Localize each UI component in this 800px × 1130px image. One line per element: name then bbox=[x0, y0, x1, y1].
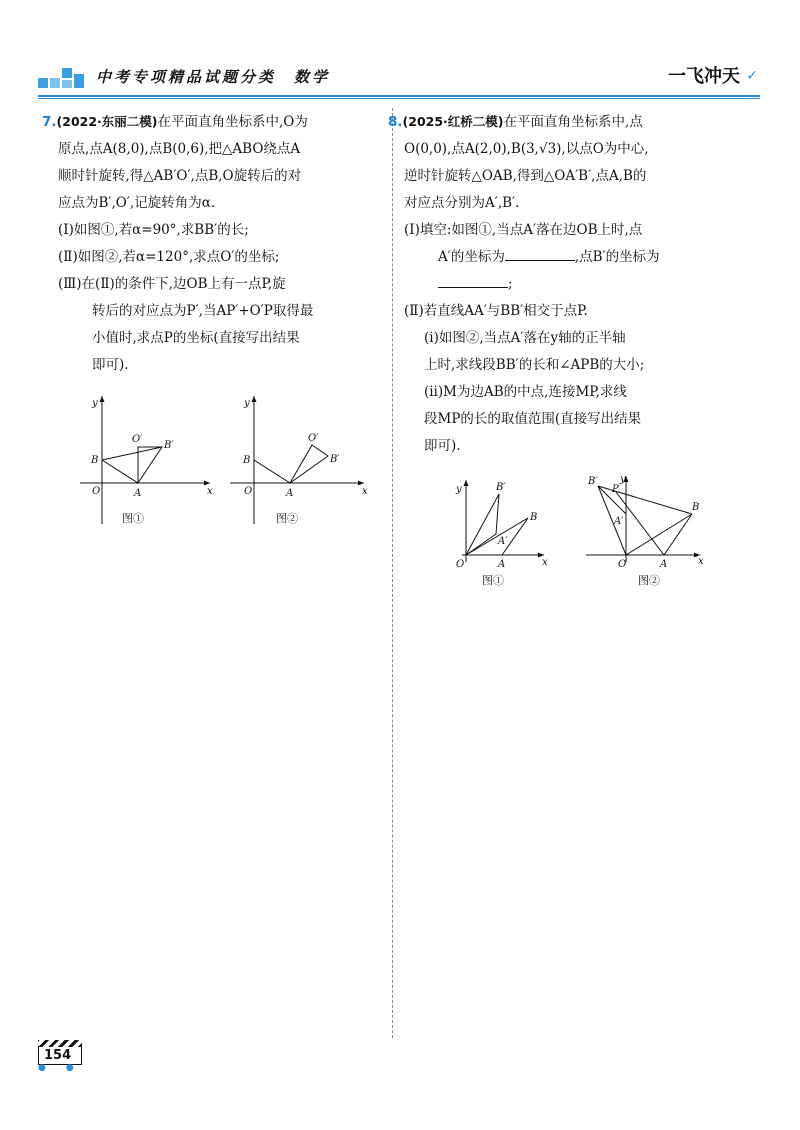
q7-figure-1-svg bbox=[72, 390, 222, 530]
q7-figure-2-caption: 图② bbox=[276, 512, 298, 525]
q8-stem-line-2: O(0,0),点A(2,0),B(3,√3),以点O为中心, bbox=[404, 141, 649, 157]
segment-BBp bbox=[102, 447, 162, 460]
q8-part-1-line-1: (Ⅰ)填空:如图①,当点A′落在边OB上时,点 bbox=[404, 222, 643, 238]
label-Ap: A′ bbox=[614, 516, 624, 527]
label-y: y bbox=[244, 398, 250, 409]
label-O: O bbox=[244, 486, 253, 497]
label-B: B bbox=[243, 455, 251, 466]
q8-part-1-cont bbox=[404, 244, 744, 298]
label-O: O bbox=[618, 559, 627, 570]
q8-figure-1-caption: 图① bbox=[482, 574, 504, 587]
q8-stem-line-3: 逆时针旋转△OAB,得到△OA′B′,点A,B的 bbox=[404, 168, 647, 184]
q7-source: (2022·东丽二模) bbox=[56, 114, 158, 129]
triangle-OApBp bbox=[466, 494, 499, 555]
q8-part-1-line-4: ; bbox=[508, 276, 513, 292]
label-y: y bbox=[92, 398, 98, 409]
label-A: A bbox=[660, 559, 668, 570]
label-P: P bbox=[612, 484, 619, 495]
q8-part-1-line-3: ,点B′的坐标为 bbox=[574, 249, 660, 265]
answer-blank-Ap[interactable] bbox=[505, 246, 575, 261]
q7-figure-2 bbox=[224, 390, 374, 530]
header-rule-thin bbox=[38, 98, 760, 99]
q8-part-1 bbox=[404, 217, 744, 244]
brand-check-icon: ✓ bbox=[746, 68, 758, 84]
q8-part-1-line-2: A′的坐标为 bbox=[438, 249, 505, 265]
label-x: x bbox=[698, 556, 704, 567]
q8-part-2i bbox=[404, 325, 744, 379]
label-Bp: B′ bbox=[164, 440, 174, 451]
q8-part-2: (Ⅱ)若直线AA′与BB′相交于点P. bbox=[404, 303, 588, 319]
triangle-ABO bbox=[102, 460, 138, 483]
label-y: y bbox=[620, 474, 626, 485]
triangle-ABO bbox=[254, 460, 290, 483]
q7-part-3-cont bbox=[58, 298, 388, 379]
question-7 bbox=[42, 108, 388, 379]
label-Bp: B′ bbox=[496, 482, 506, 493]
label-Ap: A′ bbox=[498, 536, 508, 547]
q8-source: (2025·红桥二模) bbox=[402, 114, 504, 129]
header-rule bbox=[38, 95, 760, 97]
q8-figure-2-caption: 图② bbox=[638, 574, 660, 587]
triangle-ABpOp bbox=[290, 445, 328, 483]
label-x: x bbox=[207, 486, 213, 497]
page-number-badge bbox=[38, 1040, 84, 1073]
q8-figure-1 bbox=[446, 472, 556, 592]
q7-stem-line-3: 顺时针旋转,得△AB′O′,点B,O旋转后的对 bbox=[58, 168, 302, 184]
q7-stem bbox=[42, 108, 388, 217]
page-header bbox=[38, 60, 760, 94]
label-Op: O′ bbox=[132, 434, 143, 445]
q7-stem-line-2: 原点,点A(8,0),点B(0,6),把△ABO绕点A bbox=[58, 141, 301, 157]
q8-figure-2-svg bbox=[580, 468, 710, 592]
label-Bp: B′ bbox=[330, 454, 340, 465]
q7-number: 7. bbox=[42, 114, 57, 130]
q8-figure-2 bbox=[580, 468, 710, 592]
q7-part-3-line-2: 转后的对应点为P′,当AP′+O′P取得最 bbox=[92, 303, 314, 319]
label-y: y bbox=[456, 484, 462, 495]
q8-part-2ii-line-3: 即可). bbox=[424, 438, 461, 454]
q8-stem-line-4: 对应点分别为A′,B′. bbox=[404, 195, 520, 211]
label-Bp: B′ bbox=[588, 476, 598, 487]
label-O: O bbox=[456, 559, 465, 570]
q7-part-3-line-1: (Ⅲ)在(Ⅱ)的条件下,边OB上有一点P,旋 bbox=[58, 276, 286, 292]
q7-part-1: (Ⅰ)如图①,若α=90°,求BB′的长; bbox=[58, 222, 249, 238]
page-number: 154 bbox=[44, 1048, 72, 1063]
header-title: 中考专项精品试题分类 数学 bbox=[96, 68, 331, 86]
label-Op: O′ bbox=[308, 433, 319, 444]
triangle-ABpOp bbox=[138, 447, 162, 483]
header-logo-blocks bbox=[38, 64, 90, 92]
label-B: B bbox=[530, 512, 538, 523]
q8-part-2i-line-2: 上时,求线段BB′的长和∠APB的大小; bbox=[424, 357, 645, 373]
column-divider bbox=[392, 108, 393, 1038]
label-O: O bbox=[92, 486, 101, 497]
label-B: B bbox=[91, 455, 99, 466]
label-x: x bbox=[542, 557, 548, 568]
q8-part-2ii-line-1: (ⅱ)M为边AB的中点,连接MP,求线 bbox=[424, 384, 627, 400]
q7-figure-1-caption: 图① bbox=[122, 512, 144, 525]
label-B: B bbox=[692, 502, 700, 513]
question-8 bbox=[388, 108, 744, 460]
page-number-dots-icon: ● ● bbox=[38, 1063, 74, 1073]
q7-part-3-line-3: 小值时,求点P的坐标(直接写出结果 bbox=[92, 330, 300, 346]
q8-stem bbox=[388, 108, 744, 217]
label-x: x bbox=[362, 486, 368, 497]
q7-part-3-line-4: 即可). bbox=[92, 357, 129, 373]
q8-stem-line-1: 在平面直角坐标系中,点 bbox=[503, 114, 643, 130]
q8-part-2ii-line-2: 段MP的长的取值范围(直接写出结果 bbox=[424, 411, 642, 427]
label-A: A bbox=[134, 488, 142, 499]
q8-figure-1-svg bbox=[446, 472, 556, 592]
header-brand: 一飞冲天 bbox=[668, 66, 740, 87]
q8-part-2ii bbox=[404, 379, 744, 460]
q7-figure-1 bbox=[72, 390, 222, 530]
answer-blank-Bp[interactable] bbox=[438, 273, 508, 288]
q7-part-3 bbox=[58, 271, 388, 298]
label-A: A bbox=[286, 488, 294, 499]
q7-stem-line-4: 应点为B′,O′,记旋转角为α. bbox=[58, 195, 216, 211]
q7-stem-line-1: 在平面直角坐标系中,O为 bbox=[157, 114, 308, 130]
q8-part-2i-line-1: (ⅰ)如图②,当点A′落在y轴的正半轴 bbox=[424, 330, 626, 346]
q7-part-2: (Ⅱ)如图②,若α=120°,求点O′的坐标; bbox=[58, 249, 280, 265]
q8-number: 8. bbox=[388, 114, 403, 130]
q7-figure-2-svg bbox=[224, 390, 374, 530]
label-A: A bbox=[498, 559, 506, 570]
